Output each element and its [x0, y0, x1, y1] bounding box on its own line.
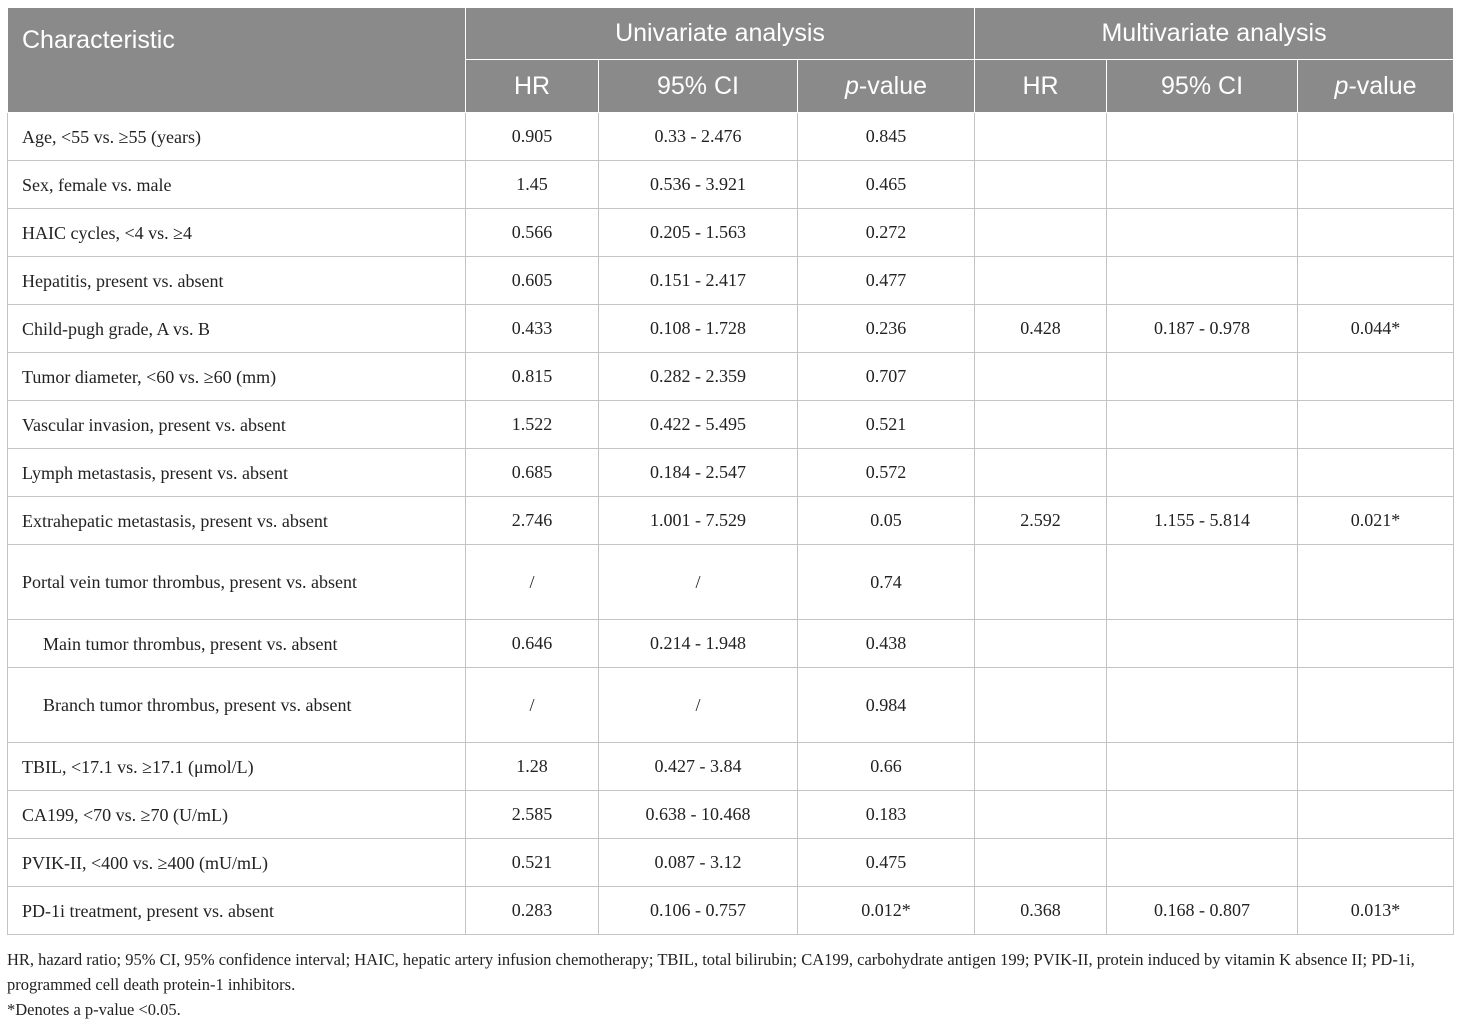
multivariate-hr-cell [975, 839, 1107, 887]
row-label: CA199, <70 vs. ≥70 (U/mL) [8, 791, 466, 839]
header-row-groups [8, 8, 1454, 60]
univariate-p-cell: 0.236 [798, 305, 975, 353]
multivariate-header: Multivariate analysis [975, 8, 1454, 60]
univariate-p-cell: 0.05 [798, 497, 975, 545]
multivariate-hr-cell [975, 743, 1107, 791]
univariate-hr-cell: 1.522 [466, 401, 599, 449]
multivariate-ci-cell [1107, 545, 1298, 620]
row-label: Lymph metastasis, present vs. absent [8, 449, 466, 497]
multivariate-ci-cell [1107, 209, 1298, 257]
multivariate-ci-cell [1107, 401, 1298, 449]
multivariate-ci-cell [1107, 113, 1298, 161]
univariate-ci-header: 95% CI [599, 60, 798, 113]
multivariate-p-cell [1298, 545, 1454, 620]
multivariate-ci-cell [1107, 791, 1298, 839]
univariate-p-cell: 0.845 [798, 113, 975, 161]
univariate-p-cell: 0.707 [798, 353, 975, 401]
multivariate-hr-cell [975, 209, 1107, 257]
multivariate-p-cell [1298, 791, 1454, 839]
multivariate-hr-cell: 0.428 [975, 305, 1107, 353]
multivariate-p-cell [1298, 743, 1454, 791]
univariate-p-cell: 0.183 [798, 791, 975, 839]
univariate-ci-cell: 0.33 - 2.476 [599, 113, 798, 161]
univariate-hr-cell: 0.433 [466, 305, 599, 353]
multivariate-p-cell [1298, 401, 1454, 449]
results-table-container [7, 7, 1453, 935]
univariate-p-cell: 0.438 [798, 620, 975, 668]
univariate-hr-cell: 0.605 [466, 257, 599, 305]
univariate-p-cell: 0.74 [798, 545, 975, 620]
row-label: Age, <55 vs. ≥55 (years) [8, 113, 466, 161]
univariate-p-cell: 0.66 [798, 743, 975, 791]
table-row [8, 668, 1454, 743]
multivariate-p-cell: 0.044* [1298, 305, 1454, 353]
multivariate-hr-cell [975, 401, 1107, 449]
table-row [8, 209, 1454, 257]
univariate-hr-cell: 1.45 [466, 161, 599, 209]
table-row [8, 305, 1454, 353]
univariate-ci-cell: 0.087 - 3.12 [599, 839, 798, 887]
univariate-ci-cell: 0.214 - 1.948 [599, 620, 798, 668]
cox-regression-table [7, 7, 1454, 935]
univariate-ci-cell: 0.536 - 3.921 [599, 161, 798, 209]
univariate-hr-cell: 0.646 [466, 620, 599, 668]
univariate-p-cell: 0.465 [798, 161, 975, 209]
multivariate-hr-header: HR [975, 60, 1107, 113]
univariate-ci-cell: 0.422 - 5.495 [599, 401, 798, 449]
univariate-ci-cell: 0.184 - 2.547 [599, 449, 798, 497]
univariate-p-cell: 0.272 [798, 209, 975, 257]
multivariate-p-cell [1298, 257, 1454, 305]
table-row [8, 257, 1454, 305]
table-row [8, 353, 1454, 401]
row-label: Branch tumor thrombus, present vs. absent [8, 668, 466, 743]
table-row [8, 449, 1454, 497]
multivariate-ci-cell [1107, 620, 1298, 668]
univariate-p-cell: 0.012* [798, 887, 975, 935]
multivariate-p-header [1298, 60, 1454, 113]
multivariate-ci-cell [1107, 839, 1298, 887]
row-label: Sex, female vs. male [8, 161, 466, 209]
univariate-ci-cell: 0.106 - 0.757 [599, 887, 798, 935]
row-label: PD-1i treatment, present vs. absent [8, 887, 466, 935]
univariate-header: Univariate analysis [466, 8, 975, 60]
table-row [8, 791, 1454, 839]
multivariate-p-cell [1298, 449, 1454, 497]
multivariate-hr-cell [975, 668, 1107, 743]
univariate-ci-cell: 0.282 - 2.359 [599, 353, 798, 401]
multivariate-p-cell: 0.013* [1298, 887, 1454, 935]
row-label: Portal vein tumor thrombus, present vs. absent [8, 545, 466, 620]
characteristic-header: Characteristic [8, 8, 466, 113]
multivariate-p-cell [1298, 839, 1454, 887]
univariate-hr-cell: / [466, 668, 599, 743]
multivariate-p-cell [1298, 161, 1454, 209]
univariate-ci-cell: 0.151 - 2.417 [599, 257, 798, 305]
multivariate-p-cell [1298, 668, 1454, 743]
univariate-p-cell: 0.477 [798, 257, 975, 305]
table-row [8, 839, 1454, 887]
table-row [8, 497, 1454, 545]
univariate-hr-cell: 2.746 [466, 497, 599, 545]
univariate-hr-cell: 0.566 [466, 209, 599, 257]
table-row [8, 743, 1454, 791]
row-label: Tumor diameter, <60 vs. ≥60 (mm) [8, 353, 466, 401]
table-row [8, 161, 1454, 209]
univariate-hr-cell: 0.815 [466, 353, 599, 401]
univariate-ci-cell: 0.427 - 3.84 [599, 743, 798, 791]
multivariate-ci-cell [1107, 449, 1298, 497]
multivariate-hr-cell [975, 620, 1107, 668]
univariate-ci-cell: 0.205 - 1.563 [599, 209, 798, 257]
multivariate-p-cell [1298, 209, 1454, 257]
multivariate-ci-cell [1107, 257, 1298, 305]
abbreviations-footnote: HR, hazard ratio; 95% CI, 95% confidence interval; HAIC, hepatic artery infusion chemotherapy; TBIL, total bilirubin; CA199, carbohydrate antigen 199; PVIK-II, protein induced by vitamin K absence II; PD-1i, programmed cell death protein-1 inhibitors. [7, 950, 1415, 994]
multivariate-p-cell [1298, 113, 1454, 161]
multivariate-p-cell: 0.021* [1298, 497, 1454, 545]
table-row [8, 545, 1454, 620]
p-italic: p [845, 71, 859, 100]
row-label: Child-pugh grade, A vs. B [8, 305, 466, 353]
multivariate-ci-cell [1107, 668, 1298, 743]
multivariate-p-cell [1298, 620, 1454, 668]
univariate-hr-cell: 0.283 [466, 887, 599, 935]
univariate-p-header [798, 60, 975, 113]
table-footnotes [7, 947, 1453, 1022]
univariate-p-cell: 0.475 [798, 839, 975, 887]
multivariate-hr-cell: 2.592 [975, 497, 1107, 545]
table-row [8, 620, 1454, 668]
univariate-hr-cell: 0.685 [466, 449, 599, 497]
row-label: Hepatitis, present vs. absent [8, 257, 466, 305]
table-row [8, 113, 1454, 161]
univariate-ci-cell: 0.638 - 10.468 [599, 791, 798, 839]
p-suffix: -value [1348, 71, 1417, 100]
table-row [8, 887, 1454, 935]
multivariate-hr-cell: 0.368 [975, 887, 1107, 935]
multivariate-hr-cell [975, 161, 1107, 209]
univariate-hr-cell: 2.585 [466, 791, 599, 839]
row-label: Extrahepatic metastasis, present vs. absent [8, 497, 466, 545]
table-row [8, 401, 1454, 449]
univariate-ci-cell: 1.001 - 7.529 [599, 497, 798, 545]
multivariate-hr-cell [975, 257, 1107, 305]
p-suffix: -value [858, 71, 928, 100]
univariate-p-cell: 0.521 [798, 401, 975, 449]
multivariate-ci-cell [1107, 353, 1298, 401]
univariate-ci-cell: / [599, 545, 798, 620]
row-label: HAIC cycles, <4 vs. ≥4 [8, 209, 466, 257]
univariate-p-cell: 0.572 [798, 449, 975, 497]
multivariate-hr-cell [975, 791, 1107, 839]
univariate-ci-cell: 0.108 - 1.728 [599, 305, 798, 353]
multivariate-hr-cell [975, 545, 1107, 620]
multivariate-hr-cell [975, 113, 1107, 161]
multivariate-hr-cell [975, 449, 1107, 497]
multivariate-ci-header: 95% CI [1107, 60, 1298, 113]
multivariate-ci-cell: 1.155 - 5.814 [1107, 497, 1298, 545]
row-label: Main tumor thrombus, present vs. absent [8, 620, 466, 668]
univariate-hr-cell: 0.521 [466, 839, 599, 887]
univariate-p-cell: 0.984 [798, 668, 975, 743]
multivariate-ci-cell [1107, 161, 1298, 209]
univariate-hr-cell: / [466, 545, 599, 620]
row-label: PVIK-II, <400 vs. ≥400 (mU/mL) [8, 839, 466, 887]
multivariate-ci-cell: 0.168 - 0.807 [1107, 887, 1298, 935]
multivariate-p-cell [1298, 353, 1454, 401]
univariate-ci-cell: / [599, 668, 798, 743]
univariate-hr-cell: 0.905 [466, 113, 599, 161]
row-label: Vascular invasion, present vs. absent [8, 401, 466, 449]
row-label: TBIL, <17.1 vs. ≥17.1 (μmol/L) [8, 743, 466, 791]
multivariate-ci-cell: 0.187 - 0.978 [1107, 305, 1298, 353]
multivariate-hr-cell [975, 353, 1107, 401]
univariate-hr-cell: 1.28 [466, 743, 599, 791]
multivariate-ci-cell [1107, 743, 1298, 791]
p-italic: p [1334, 71, 1349, 100]
significance-footnote: *Denotes a p-value <0.05. [7, 1000, 181, 1019]
univariate-hr-header: HR [466, 60, 599, 113]
